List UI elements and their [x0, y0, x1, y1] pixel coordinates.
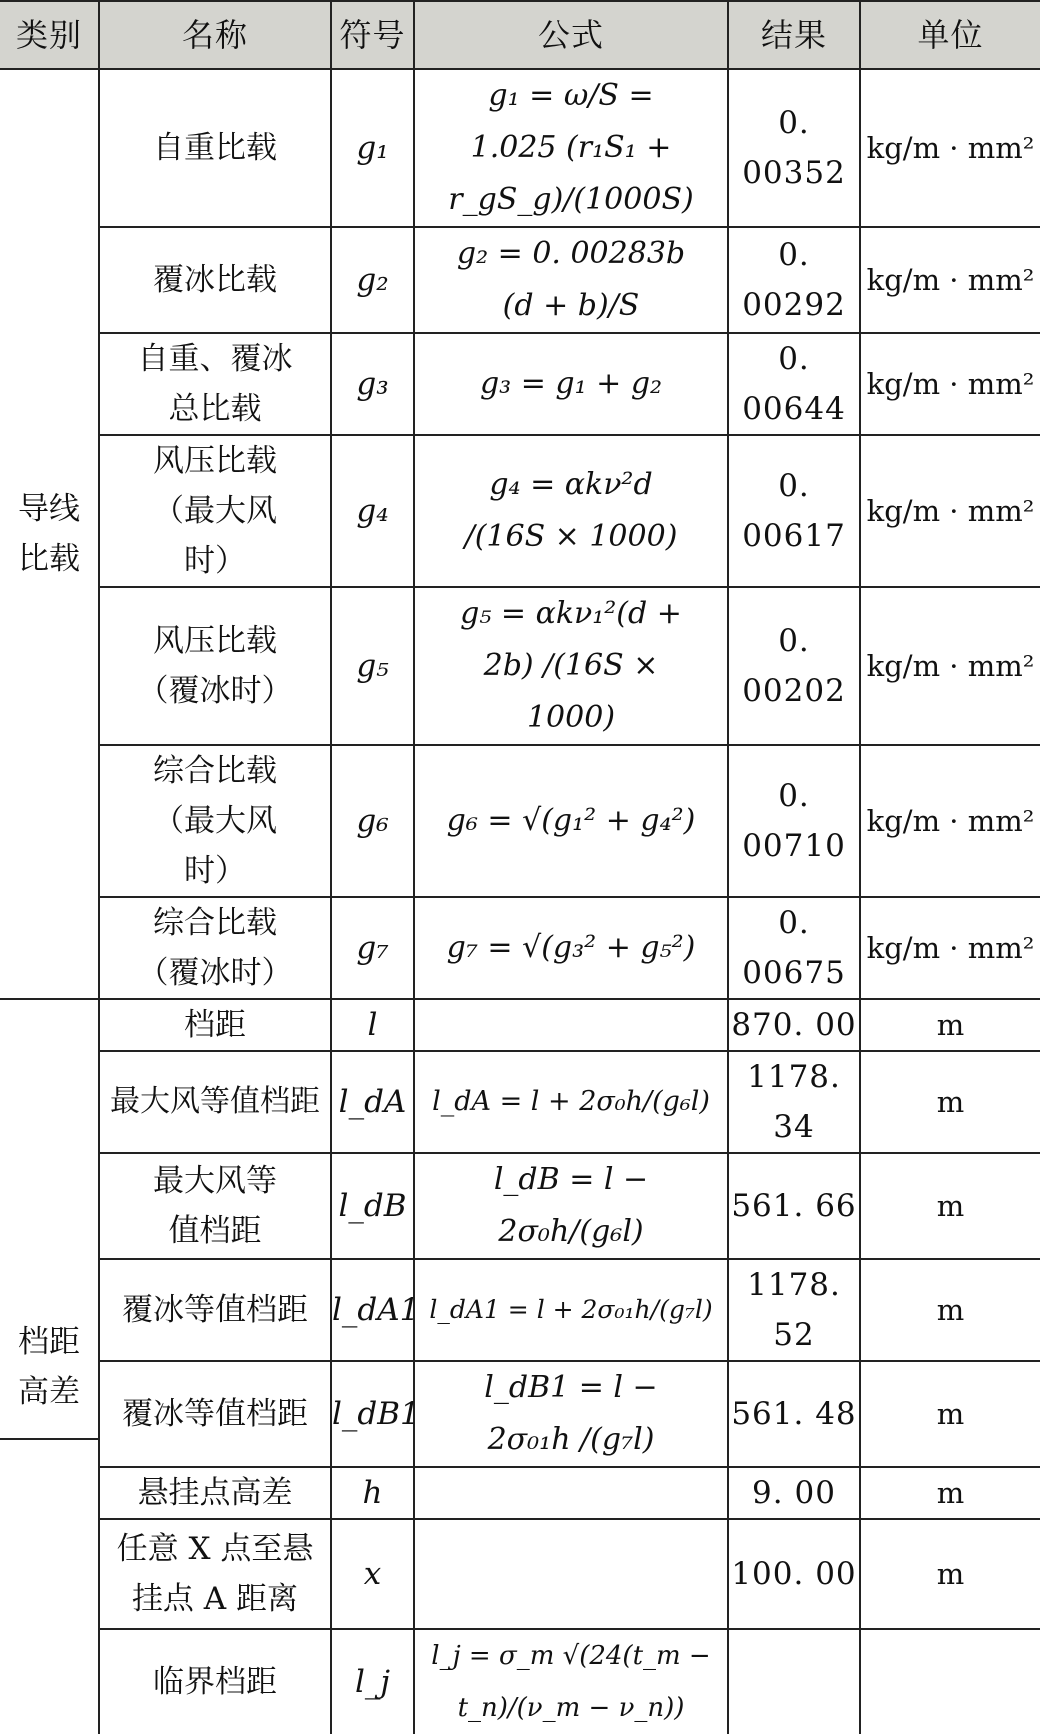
- name-text: 任意 X 点至悬挂点 A 距离: [116, 1531, 314, 1617]
- name-text: 最大风等值档距: [153, 1163, 277, 1249]
- row-name: 覆冰等值档距: [99, 1259, 331, 1361]
- category-conductor-load: 导线比载: [18, 491, 80, 577]
- row-unit: [860, 1629, 1040, 1734]
- symbol-text: g₆: [356, 803, 389, 839]
- row-name: [99, 435, 331, 587]
- row-formula: [414, 1467, 728, 1519]
- row-formula: [414, 227, 728, 333]
- category-cell: [0, 999, 99, 1734]
- row-unit: m: [860, 1361, 1040, 1467]
- row-name: [99, 897, 331, 999]
- table-row: [0, 333, 1040, 435]
- table-row: [0, 1051, 1040, 1153]
- row-symbol: [331, 999, 414, 1051]
- row-unit: kg/m · mm²: [860, 333, 1040, 435]
- symbol-text: h: [362, 1475, 383, 1511]
- row-name: [99, 587, 331, 745]
- row-formula: l_dA = l + 2σ₀h/(g₆l): [414, 1051, 728, 1153]
- row-symbol: [331, 1051, 414, 1153]
- row-symbol: [331, 1153, 414, 1259]
- row-name: 档距: [99, 999, 331, 1051]
- symbol-text: x: [363, 1556, 382, 1592]
- name-text: 综合比载（覆冰时）: [137, 905, 293, 991]
- formula-text: l_j = σ_m √(24(t_m − t_n)/(ν_m − ν_n)): [431, 1641, 711, 1723]
- name-text: 风压比载（覆冰时）: [137, 623, 293, 709]
- row-result: 1178. 52: [728, 1259, 860, 1361]
- row-name: [99, 745, 331, 897]
- formula-text: g₂ = 0. 00283b (d + b)/S: [456, 236, 686, 323]
- row-name: 最大风等值档距: [99, 1051, 331, 1153]
- row-formula: [414, 1519, 728, 1629]
- row-result: 0. 00675: [728, 897, 860, 999]
- formula-text: g₅ = αkν₁²(d + 2b) /(16S × 1000): [460, 596, 682, 735]
- name-text: 自重、覆冰总比载: [137, 341, 293, 427]
- row-unit: kg/m · mm²: [860, 69, 1040, 227]
- row-formula: l_dA1 = l + 2σ₀₁h/(g₇l): [414, 1259, 728, 1361]
- row-result: 1178. 34: [728, 1051, 860, 1153]
- row-formula: g₃ = g₁ + g₂: [414, 333, 728, 435]
- symbol-text: g₂: [356, 262, 389, 298]
- row-symbol: [331, 69, 414, 227]
- table-row: [0, 1153, 1040, 1259]
- symbol-text: g₇: [356, 930, 389, 966]
- row-name: 临界档距: [99, 1629, 331, 1734]
- row-unit: m: [860, 1519, 1040, 1629]
- header-unit: 单位: [860, 1, 1040, 69]
- formula-text: l_dB = l − 2σ₀h/(g₆l): [493, 1162, 649, 1249]
- symbol-text: g₅: [356, 648, 389, 684]
- row-result: [728, 1629, 860, 1734]
- row-result: 0. 00202: [728, 587, 860, 745]
- formula-text: g₄ = αkν²d /(16S × 1000): [464, 467, 678, 554]
- row-unit: kg/m · mm²: [860, 897, 1040, 999]
- row-unit: kg/m · mm²: [860, 587, 1040, 745]
- row-unit: kg/m · mm²: [860, 227, 1040, 333]
- symbol-text: l_j: [354, 1664, 391, 1700]
- table-row: [0, 1259, 1040, 1361]
- symbol-text: l_dA: [338, 1084, 407, 1120]
- table-row: [0, 587, 1040, 745]
- table-row: [0, 1629, 1040, 1734]
- row-name: 覆冰等值档距: [99, 1361, 331, 1467]
- row-unit: m: [860, 1259, 1040, 1361]
- symbol-text: g₄: [356, 493, 389, 529]
- row-unit: kg/m · mm²: [860, 745, 1040, 897]
- symbol-text: l_dB: [338, 1188, 407, 1224]
- header-name: 名称: [99, 1, 331, 69]
- symbol-text: g₁: [356, 130, 389, 166]
- symbol-text: l_dA1: [332, 1292, 420, 1328]
- row-symbol: [331, 1467, 414, 1519]
- row-result: 100. 00: [728, 1519, 860, 1629]
- row-symbol: [331, 1361, 420, 1467]
- header-result: 结果: [728, 1, 860, 69]
- row-symbol: [331, 1519, 414, 1629]
- row-unit: m: [860, 1051, 1040, 1153]
- row-result: 0. 00292: [728, 227, 860, 333]
- row-result: 9. 00: [728, 1467, 860, 1519]
- symbol-text: l_dB1: [332, 1396, 420, 1432]
- formula-text: l_dB1 = l − 2σ₀₁h /(g₇l): [484, 1370, 658, 1457]
- row-name: 自重比载: [99, 69, 331, 227]
- row-name: [99, 1153, 331, 1259]
- header-symbol: 符号: [331, 1, 414, 69]
- row-unit: m: [860, 1467, 1040, 1519]
- table-row: [0, 435, 1040, 587]
- table-row: [0, 1467, 1040, 1519]
- row-name: [99, 333, 331, 435]
- row-symbol: [331, 1259, 420, 1361]
- row-symbol: [331, 1629, 414, 1734]
- row-formula: [414, 1153, 728, 1259]
- row-result: 0. 00644: [728, 333, 860, 435]
- table-row: [0, 999, 1040, 1051]
- row-formula: [414, 1361, 728, 1467]
- row-formula: [414, 999, 728, 1051]
- header-row: [0, 1, 1040, 69]
- row-result: 0. 00710: [728, 745, 860, 897]
- name-text: 风压比载（最大风时）: [153, 443, 277, 579]
- row-name: 悬挂点高差: [99, 1467, 331, 1519]
- header-formula: 公式: [414, 1, 728, 69]
- category-cell: [0, 69, 99, 999]
- row-symbol: [331, 435, 414, 587]
- symbol-text: g₃: [356, 366, 389, 402]
- row-result: 870. 00: [728, 999, 860, 1051]
- row-unit: kg/m · mm²: [860, 435, 1040, 587]
- formula-text: g₁ = ω/S = 1.025 (r₁S₁ + r_gS_g)/(1000S): [448, 78, 694, 217]
- row-name: [99, 1519, 331, 1629]
- row-formula: g₇ = √(g₃² + g₅²): [414, 897, 728, 999]
- row-result: 561. 48: [728, 1361, 860, 1467]
- table-row: [0, 1519, 1040, 1629]
- row-symbol: [331, 333, 414, 435]
- row-formula: [414, 69, 728, 227]
- table-row: [0, 745, 1040, 897]
- symbol-text: l: [367, 1007, 378, 1043]
- row-symbol: [331, 587, 414, 745]
- row-formula: [414, 1629, 728, 1734]
- row-formula: g₆ = √(g₁² + g₄²): [414, 745, 728, 897]
- row-result: 0. 00617: [728, 435, 860, 587]
- row-unit: m: [860, 1153, 1040, 1259]
- table-row: [0, 897, 1040, 999]
- name-text: 综合比载（最大风时）: [153, 753, 277, 889]
- row-result: 561. 66: [728, 1153, 860, 1259]
- row-result: 0. 00352: [728, 69, 860, 227]
- table-row: [0, 69, 1040, 227]
- table-row: [0, 227, 1040, 333]
- row-symbol: [331, 745, 414, 897]
- row-symbol: [331, 227, 414, 333]
- category-span-height: 档距高差: [18, 1324, 80, 1410]
- table-row: [0, 1361, 1040, 1467]
- header-category: 类别: [0, 1, 99, 69]
- row-formula: [414, 587, 728, 745]
- row-formula: [414, 435, 728, 587]
- row-symbol: [331, 897, 414, 999]
- row-name: 覆冰比载: [99, 227, 331, 333]
- row-unit: m: [860, 999, 1040, 1051]
